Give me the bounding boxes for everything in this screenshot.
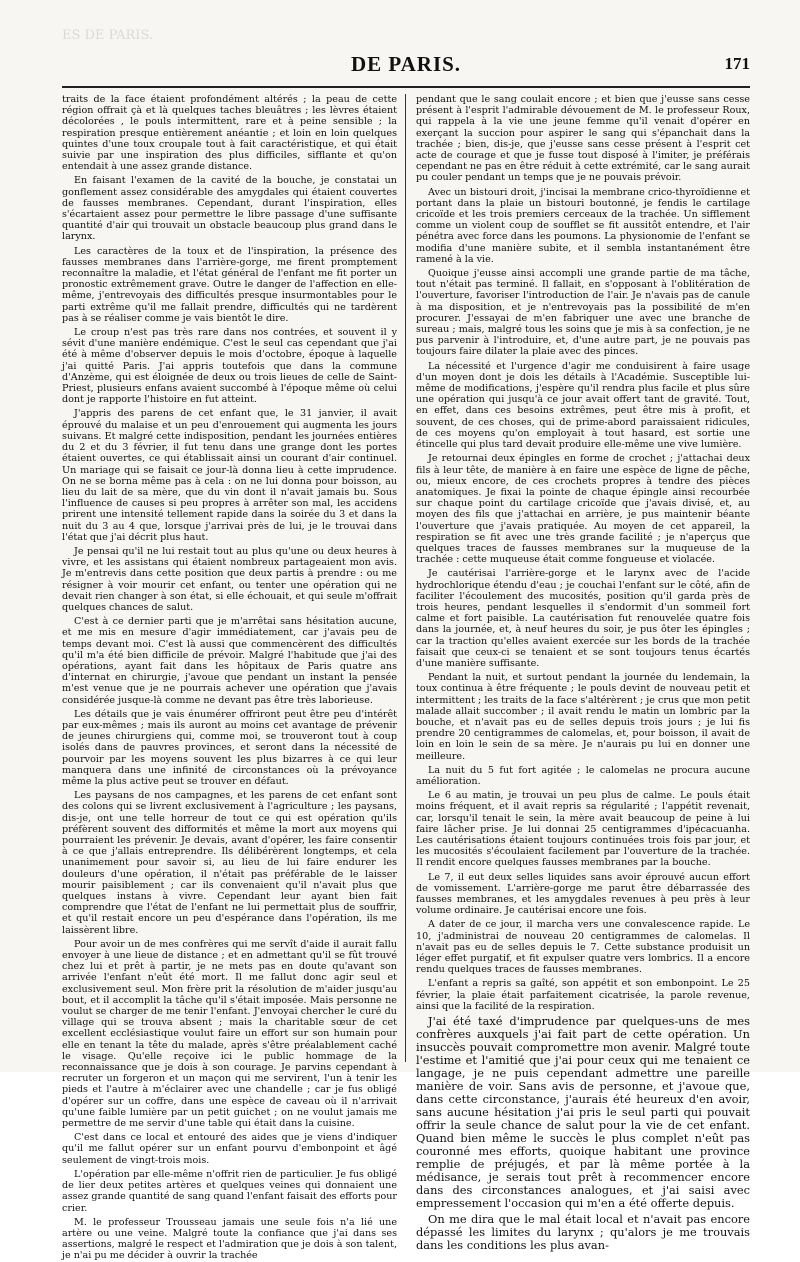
running-head: DE PARIS.	[350, 52, 462, 76]
paragraph: Quoique j'eusse ainsi accompli une grande partie de ma tâche, tout n'était pas terminé. Il fallait, en s'opposant à l'oblitération de l'ouverture, favoriser l'introduction de l'air. Je n'avais pas de canule à ma disposition, et je n'entrevoyais pas la possibilité de m'en procurer. J'essayai de m'en fabriquer une avec une branche de sureau ; mais, malgré tous les soins que je mis à sa confection, je ne pus parvenir à l'introduire, et, d'une autre part, je ne pouvais pas toujours faire dilater la plaie avec des pinces.	[416, 268, 750, 358]
paragraph: C'est à ce dernier parti que je m'arrêtai sans hésitation aucune, et me mis en mesure d'agir immédiatement, car j'avais peu de temps devant moi. C'est là aussi que commencèrent des difficultés qu'il m'a été bien difficile de prévoir. Malgré l'habitude que j'ai des opérations, ayant fait dans les hôpitaux de Paris quatre ans d'internat en chirurgie, j'avoue que pendant un instant la pensée m'est venue que je ne pourrais achever une opération que j'avais considérée jusque-là comme ne devant pas être très laborieuse.	[62, 616, 397, 706]
paragraph: Le 7, il eut deux selles liquides sans avoir éprouvé aucun effort de vomissement. L'arrière-gorge me parut être débarrassée des fausses membranes, et les amygdales revenues à peu près à leur volume ordinaire. Je cautérisai encore une fois.	[416, 871, 750, 917]
paragraph: Avec un bistouri droit, j'incisai la membrane crico-thyroïdienne et portant dans la plaie un bistouri boutonné, je fendis le cartilage cricoïde et les trois premiers cerceaux de la trachée. Un sifflement comme un violent coup de soufflet se fit aussitôt entendre, et l'air pénétra avec force dans les poumons. La physionomie de l'enfant se modifia d'une manière subite, et il sembla instantanément être ramené à la vie.	[416, 186, 750, 265]
paragraph: L'enfant a repris sa gaîté, son appétit et son embonpoint. Le 25 février, la plaie était parfaitement cicatrisée, la parole revenue, ainsi que la facilité de la respiration.	[416, 978, 750, 1012]
page-header	[62, 52, 750, 80]
paragraph: Le 6 au matin, je trouvai un peu plus de calme. Le pouls était moins fréquent, et il avait repris sa régularité ; l'appétit revenait, car, lorsqu'il tenait le sein, la mère avait beaucoup de peine à lui faire lâcher prise. Je lui donnai 25 centigrammes d'ipécacuanha. Les cautérisations étaient toujours continuées trois fois par jour, et les mucosités s'écoulaient facilement par l'ouverture de la trachée. Il rendit encore quelques fausses membranes par la bouche.	[416, 790, 750, 869]
paragraph: Je pensai qu'il ne lui restait tout au plus qu'une ou deux heures à vivre, et les assistans qui étaient nombreux partageaient mon avis. Je m'entrevis dans cette position que deux partis à prendre : ou me résigner à voir mourir cet enfant, ou tenter une opération qui ne devait rien changer à son état, si elle échouait, et qui seule m'offrait quelques chances de salut.	[62, 545, 397, 613]
page-number: 171	[724, 54, 750, 73]
bleed-through-text: ES DE PARIS.	[62, 28, 154, 43]
paragraph: En faisant l'examen de la cavité de la bouche, je constatai un gonflement assez considérable des amygdales qui étaient couvertes de fausses membranes. Cependant, durant l'inspiration, elles s'écartaient assez pour permettre le libre passage d'une suffisante quantité d'air qui trouvait un obstacle beaucoup plus grand dans le larynx.	[62, 175, 397, 243]
paragraph: Le croup n'est pas très rare dans nos contrées, et souvent il y sévit d'une manière endémique. C'est le seul cas cependant que j'ai été à même d'observer depuis le mois d'octobre, époque à laquelle j'ai quitté Paris. J'ai appris toutefois que dans la commune d'Anzème, qui est éloignée de deux ou trois lieues de celle de Saint-Priest, plusieurs enfans avaient succombé à l'époque même où celui dont je rapporte l'histoire en fut atteint.	[62, 327, 397, 406]
paragraph: pendant que le sang coulait encore ; et bien que j'eusse sans cesse présent à l'esprit l'admirable dévouement de M. le professeur Roux, qui rappela à la vie une jeune femme qu'il venait d'opérer en exerçant la succion pour aspirer le sang qui s'épanchait dans la trachée ; bien, dis-je, que j'eusse sans cesse présent à l'esprit cet acte de courage et que je fusse tout disposé à l'imiter, je préférais cependant ne pas en être réduit à cette extrémité, car le sang aurait pu couler pendant un temps que je ne pouvais prévoir.	[416, 94, 750, 184]
paragraph: Les caractères de la toux et de l'inspiration, la présence des fausses membranes dans l'arrière-gorge, me firent promptement reconnaître la maladie, et l'état général de l'enfant me fit porter un pronostic extrêmement grave. Outre le danger de l'affection en elle-même, j'entrevoyais des difficultés presque insurmontables pour le parti extrême qu'il me fallait prendre, difficultés qui ne tardèrent pas à se réaliser comme je vais bientôt le dire.	[62, 245, 397, 324]
paragraph: Je cautérisai l'arrière-gorge et le larynx avec de l'acide hydrochlorique étendu d'eau ; je couchai l'enfant sur le côté, afin de faciliter l'écoulement des mucosités, position qu'il garda près de trois heures, pendant lesquelles il s'endormit d'un sommeil fort calme et fort paisible. La cautérisation fut renouvelée quatre fois dans la journée, et, à neuf heures du soir, je pus ôter les épingles ; car la traction qu'elles avaient exercée sur les bords de la trachée faisait que ceux-ci se tenaient et se sont toujours tenus écartés d'une manière suffisante.	[416, 568, 750, 669]
paragraph: A dater de ce jour, il marcha vers une convalescence rapide. Le 10, j'administrai de nouveau 20 centigrammes de calomelas. Il n'avait pas eu de selles depuis le 7. Cette substance produisit un léger effet purgatif, et fit expulser quatre vers lombrics. Il a encore rendu quelques traces de fausses membranes.	[416, 919, 750, 976]
paragraph: La nuit du 5 fut fort agitée ; le calomelas ne procura aucune amélioration.	[416, 764, 750, 787]
header-rule	[62, 86, 750, 88]
paragraph: Les détails que je vais énumérer offriront peut être peu d'intérêt par eux-mêmes ; mais ils auront au moins cet avantage de prévenir de jeunes chirurgiens qui, comme moi, se trouveront tout à coup isolés dans de pauvres provinces, et seront dans la nécessité de pourvoir par les moyens souvent les plus bizarres à ce qui leur manquera dans une infinité de circonstances où la prévoyance même la plus active peut se trouver en défaut.	[62, 708, 397, 787]
paragraph: J'ai été taxé d'imprudence par quelques-uns de mes confrères auxquels j'ai fait part de cette opération. Un insuccès pouvait compromettre mon avenir. Malgré toute l'estime et l'amitié que j'ai pour ceux qui me tenaient ce langage, je ne puis cependant admettre une pareille manière de voir. Sans avis de personne, et j'avoue que, dans cette circonstance, j'aurais été heureux d'en avoir, sans aucune hésitation j'ai pris le seul parti qui pouvait offrir la seule chance de salut pour la vie de cet enfant. Quand bien même le succès le plus complet n'eût pas couronné mes efforts, quoique habitant une province remplie de préjugés, et par là même portée à la médisance, je serais tout prêt à recommencer encore dans des circonstances analogues, et j'ai saisi avec empressement l'occasion qui m'en a été offerte depuis.	[416, 1014, 750, 1211]
paragraph: Pendant la nuit, et surtout pendant la journée du lendemain, la toux continua à être fréquente ; le pouls devint de nouveau petit et intermittent ; les traits de la face s'altérèrent ; je crus que mon petit malade allait succomber ; il avait rendu le matin un lombric par la bouche, et n'avait pas eu de selles depuis trois jours ; je lui fis prendre 20 centigrammes de calomelas, et, pour boisson, il avait de loin en loin le sein de sa mère. Je n'aurais pu lui en donner une meilleure.	[416, 672, 750, 762]
paragraph: Pour avoir un de mes confrères qui me servît d'aide il aurait fallu envoyer à une lieue de distance ; et en admettant qu'il se fût trouvé chez lui et prêt à partir, je ne mets pas en doute qu'avant son arrivée l'enfant n'eût été mort. Il me fallut donc agir seul et exclusivement seul. Mon frère prit la résolution de m'aider jusqu'au bout, et il accomplit la tâche qu'il s'était imposée. Mais personne ne voulut se charger de me tenir l'enfant. J'envoyai chercher le curé du village qui se trouva absent ; mais la charitable sœur de cet excellent ecclésiastique voulut faire un effort sur son humain pour elle en tenant la tête du malade, après s'être préalablement caché le visage. Qu'elle reçoive ici le public hommage de la reconnaissance que je dois à son courage. Je parvins cependant à recruter un forgeron et un maçon qui me servirent, l'un à tenir les pieds et l'autre à m'éclairer avec une chandelle ; car je fus obligé d'opérer sur un coffre, dans une espèce de caveau où il n'arrivait qu'une faible lumière par un petit guichet ; on ne voulut jamais me permettre de me servir d'une table qui était dans la cuisine.	[62, 938, 397, 1130]
paragraph: Les paysans de nos campagnes, et les parens de cet enfant sont des colons qui se livrent exclusivement à l'agriculture ; les paysans, dis-je, ont une telle horreur de tout ce qui est opération qu'ils préfèrent souvent des difformités et même la mort aux moyens qui pourraient les prévenir. Je devais, avant d'opérer, les faire consentir à ce que j'allais entreprendre. Ils délibérèrent longtemps, et cela unanimement pour savoir si, au lieu de lui faire endurer les douleurs d'une opération, il n'était pas préférable de le laisser mourir paisiblement ; car ils convenaient qu'il n'avait plus que quelques instans à vivre. Cependant leur ayant bien fait comprendre que l'état de l'enfant ne lui permettait plus de souffrir, et qu'il restait encore un peu d'espérance dans l'opération, ils me laissèrent libre.	[62, 790, 397, 936]
paragraph: On me dira que le mal était local et n'avait pas encore dépassé les limites du larynx ; qu'alors je me trouvais dans les conditions les plus avan-	[416, 1212, 750, 1253]
paragraph: C'est dans ce local et entouré des aides que je viens d'indiquer qu'il me fallut opérer sur un enfant pourvu d'embonpoint et âgé seulement de vingt-trois mois.	[62, 1132, 397, 1166]
right-column	[416, 94, 750, 1253]
paragraph: L'opération par elle-même n'offrit rien de particulier. Je fus obligé de lier deux petites artères et quelques veines qui donnaient une assez grande quantité de sang quand l'enfant faisait des efforts pour crier.	[62, 1168, 397, 1214]
column-divider	[405, 94, 406, 1062]
paragraph: La nécessité et l'urgence d'agir me conduisirent à faire usage d'un moyen dont je dois les détails à l'Académie. Susceptible lui-même de modifications, j'espère qu'il rendra plus facile et plus sûre une opération qui jusqu'à ce jour avait offert tant de gravité. Tout, en effet, dans ces besoins extrêmes, peut être mis à profit, et souvent, de ces choses, qui de prime-abord paraissaient ridicules, de ces moyens qu'on employait à tout hasard, est sortie une étincelle qui plus tard devait produire elle-même une vive lumière.	[416, 360, 750, 451]
paragraph: Je retournai deux épingles en forme de crochet ; j'attachai deux fils à leur tête, de manière à en faire une espèce de ligne de pêche, ou, mieux encore, de ces crochets propres à tendre des pièces anatomiques. Je fixai la pointe de chaque épingle ainsi recourbée sur chaque point du cartilage cricoïde que j'avais divisé, et, au moyen des fils que j'attachai en arrière, je pus maintenir béante l'ouverture que j'avais pratiquée. Au moyen de cet appareil, la respiration se fit avec une très grande facilité ; je n'aperçus que quelques traces de fausses membranes sur la muqueuse de la trachée : cette muqueuse était comme fongueuse et violacée.	[416, 453, 750, 566]
paragraph: J'appris des parens de cet enfant que, le 31 janvier, il avait éprouvé du malaise et un peu d'enrouement qui augmenta les jours suivans. Et malgré cette indisposition, pendant les journées entières du 2 et du 3 février, il fut tenu dans une grange dont les portes étaient ouvertes, ce qui établissait ainsi un courant d'air continuel. Un mariage qui se faisait ce jour-là donna lieu à cette imprudence. On ne se borna même pas à cela : on ne lui donna pour boisson, au lieu du lait de sa mère, que du vin dont il n'avait jamais bu. Sous l'influence de causes si peu propres à arrêter son mal, les accidens prirent une intensité tellement rapide dans la soirée du 3 et dans la nuit du 3 au 4 que, lorsque j'arrivai près de lui, je le trouvai dans l'état que j'ai décrit plus haut.	[62, 408, 397, 543]
paragraph: traits de la face étaient profondément altérés ; la peau de cette région offrait çà et là quelques taches bleuâtres ; les lèvres étaient décolorées , le pouls intermittent, rare et à peine sensible ; la respiration presque entièrement anéantie ; et loin en loin quelques quintes d'une toux croupale tout à fait caractéristique, et qui était suivie par une inspiration des plus difficiles, sifflante et qu'on entendait à une assez grande distance.	[62, 94, 397, 173]
left-column	[62, 94, 397, 1262]
paragraph: M. le professeur Trousseau jamais une seule fois n'a lié une artère ou une veine. Malgré toute la confiance que j'ai dans ses assertions, malgré le respect et l'admiration que je dois à son talent, je n'ai pu me décider à ouvrir la trachée	[62, 1216, 397, 1262]
